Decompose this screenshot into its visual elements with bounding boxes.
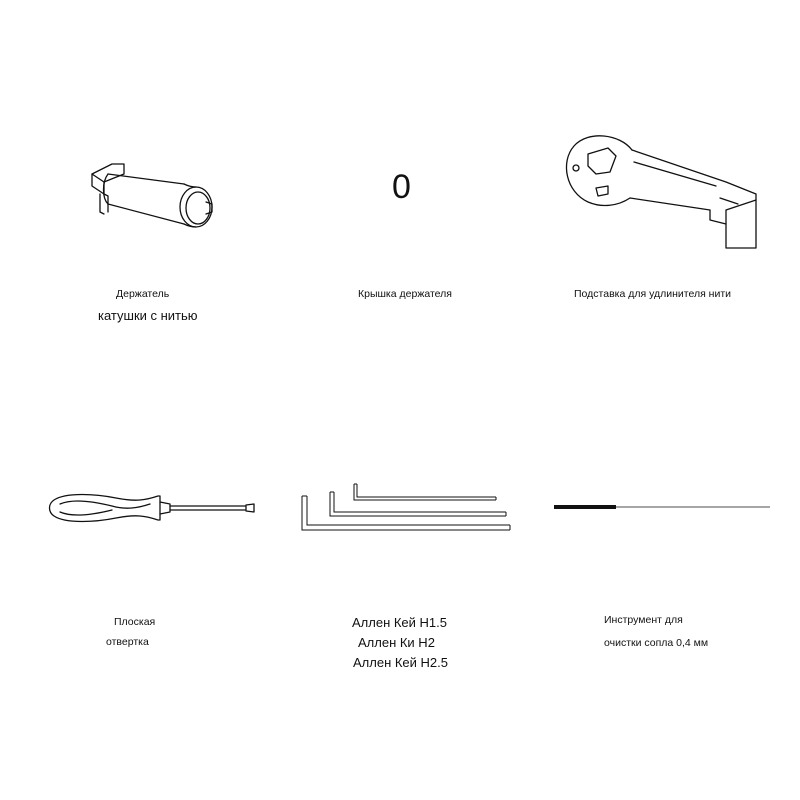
extender-stand-illustration: [560, 128, 770, 256]
nozzle-tool-label-line2: очистки сопла 0,4 мм: [604, 637, 709, 649]
spool-holder-illustration: [84, 152, 224, 236]
spool-holder-label-line2: катушки с нитью: [98, 308, 198, 323]
nozzle-tool-label-line1: Инструмент для: [604, 614, 683, 626]
extender-stand-label: Подставка для удлинителя нити: [574, 288, 732, 300]
screwdriver-label-line1: Плоская: [114, 616, 156, 628]
allen-key-h15-label: Аллен Кей H1.5: [352, 615, 447, 630]
spool-holder-label-line1: Держатель: [116, 288, 170, 300]
allen-keys-illustration: [296, 480, 516, 536]
allen-key-h2-label: Аллен Ки H2: [358, 635, 435, 650]
allen-key-h25-label: Аллен Кей H2.5: [353, 655, 448, 670]
screwdriver-label-line2: отвертка: [106, 636, 149, 648]
nozzle-tool-illustration: [552, 500, 772, 514]
holder-cap-label: Крышка держателя: [358, 288, 452, 300]
holder-cap-symbol: 0: [392, 168, 411, 206]
screwdriver-illustration: [46, 490, 262, 530]
